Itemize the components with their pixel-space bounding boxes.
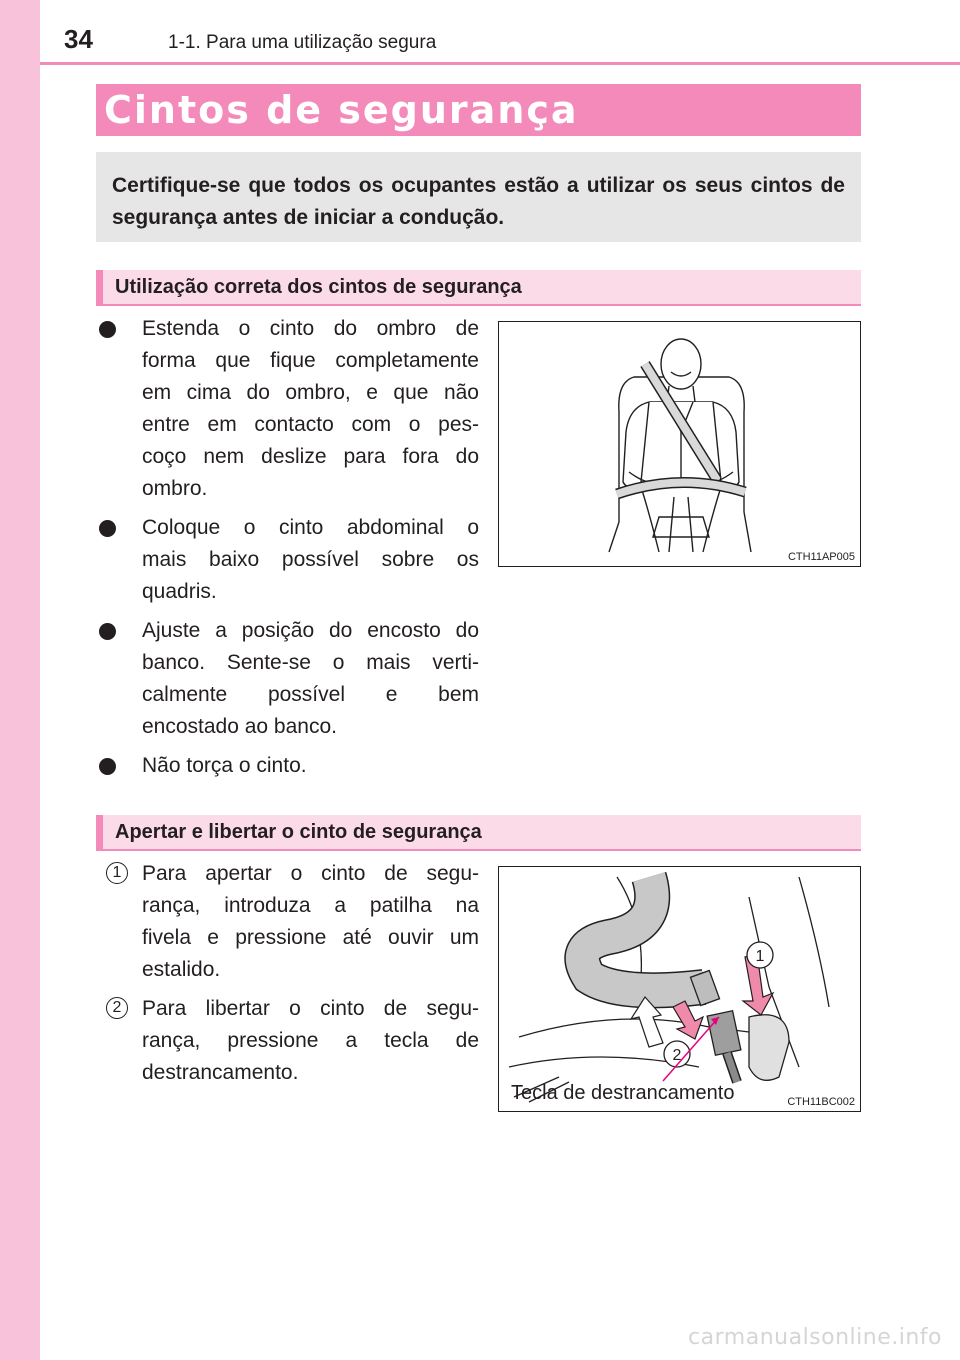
text-line: entre em contacto com o pes- <box>142 413 479 436</box>
side-band <box>0 0 40 1360</box>
seated-occupant-illustration <box>499 322 861 567</box>
text-line: coço nem deslize para fora do <box>142 445 479 468</box>
figure-buckle <box>498 866 861 1112</box>
subheading-fasten-release <box>96 815 861 851</box>
list-item <box>96 313 479 505</box>
list-item <box>96 615 479 743</box>
text-line: encostado ao banco. <box>142 715 337 738</box>
list-item <box>96 993 479 1089</box>
list-item <box>96 750 479 782</box>
text-line: Ajuste a posição do encosto do <box>142 619 479 642</box>
subheading-text: Apertar e libertar o cinto de segurança <box>115 821 482 843</box>
bullet-icon <box>99 758 116 775</box>
step-number: 2 <box>106 997 128 1019</box>
text-line: Estenda o cinto do ombro de <box>142 317 479 340</box>
text-line: quadris. <box>142 580 217 603</box>
text-line: banco. Sente-se o mais verti- <box>142 651 479 674</box>
intro-box <box>96 152 861 242</box>
buckle-illustration <box>499 867 861 1112</box>
figure-code: CTH11AP005 <box>787 551 855 563</box>
text-line: rança, pressione a tecla de <box>142 1029 479 1052</box>
step-number: 1 <box>106 862 128 884</box>
text-line: mais baixo possível sobre os <box>142 548 479 571</box>
bullet-icon <box>99 321 116 338</box>
unlock-key-label: Tecla de destrancamento <box>511 1082 735 1104</box>
list-item <box>96 858 479 986</box>
text-line: em cima do ombro, e que não <box>142 381 479 404</box>
text-line: calmente possível e bem <box>142 683 479 706</box>
text-line: estalido. <box>142 958 221 981</box>
callout-2: 2 <box>672 1047 682 1064</box>
text-line: destrancamento. <box>142 1061 299 1084</box>
text-line: Não torça o cinto. <box>142 754 307 777</box>
header-rule <box>40 62 960 65</box>
title-bar <box>96 84 861 136</box>
intro-text: Certifique-se que todos os ocupantes estão a utilizar os seus cintos de segurança antes de iniciar a condução. <box>112 174 845 229</box>
footer-watermark: carmanualsonline.info <box>688 1325 942 1350</box>
text-line: forma que fique completamente <box>142 349 479 372</box>
text-line: fivela e pressione até ouvir um <box>142 926 479 949</box>
text-line: Para libertar o cinto de segu- <box>142 997 479 1020</box>
bullet-list <box>96 313 479 789</box>
figure-code: CTH11BC002 <box>787 1096 855 1108</box>
page-number: 34 <box>64 24 93 54</box>
figure-seated-occupant <box>498 321 861 567</box>
page-title: Cintos de segurança <box>104 88 579 132</box>
text-line: rança, introduza a patilha na <box>142 894 479 917</box>
callout-1: 1 <box>755 948 765 965</box>
bullet-icon <box>99 623 116 640</box>
list-item <box>96 512 479 608</box>
subheading-text: Utilização correta dos cintos de segurança <box>115 276 522 298</box>
page-header <box>40 0 960 66</box>
text-line: Coloque o cinto abdominal o <box>142 516 479 539</box>
subheading-correct-use <box>96 270 861 306</box>
section-reference: 1-1. Para uma utilização segura <box>168 32 437 53</box>
text-line: ombro. <box>142 477 208 500</box>
text-line: Para apertar o cinto de segu- <box>142 862 479 885</box>
step-list <box>96 858 479 1096</box>
bullet-icon <box>99 520 116 537</box>
